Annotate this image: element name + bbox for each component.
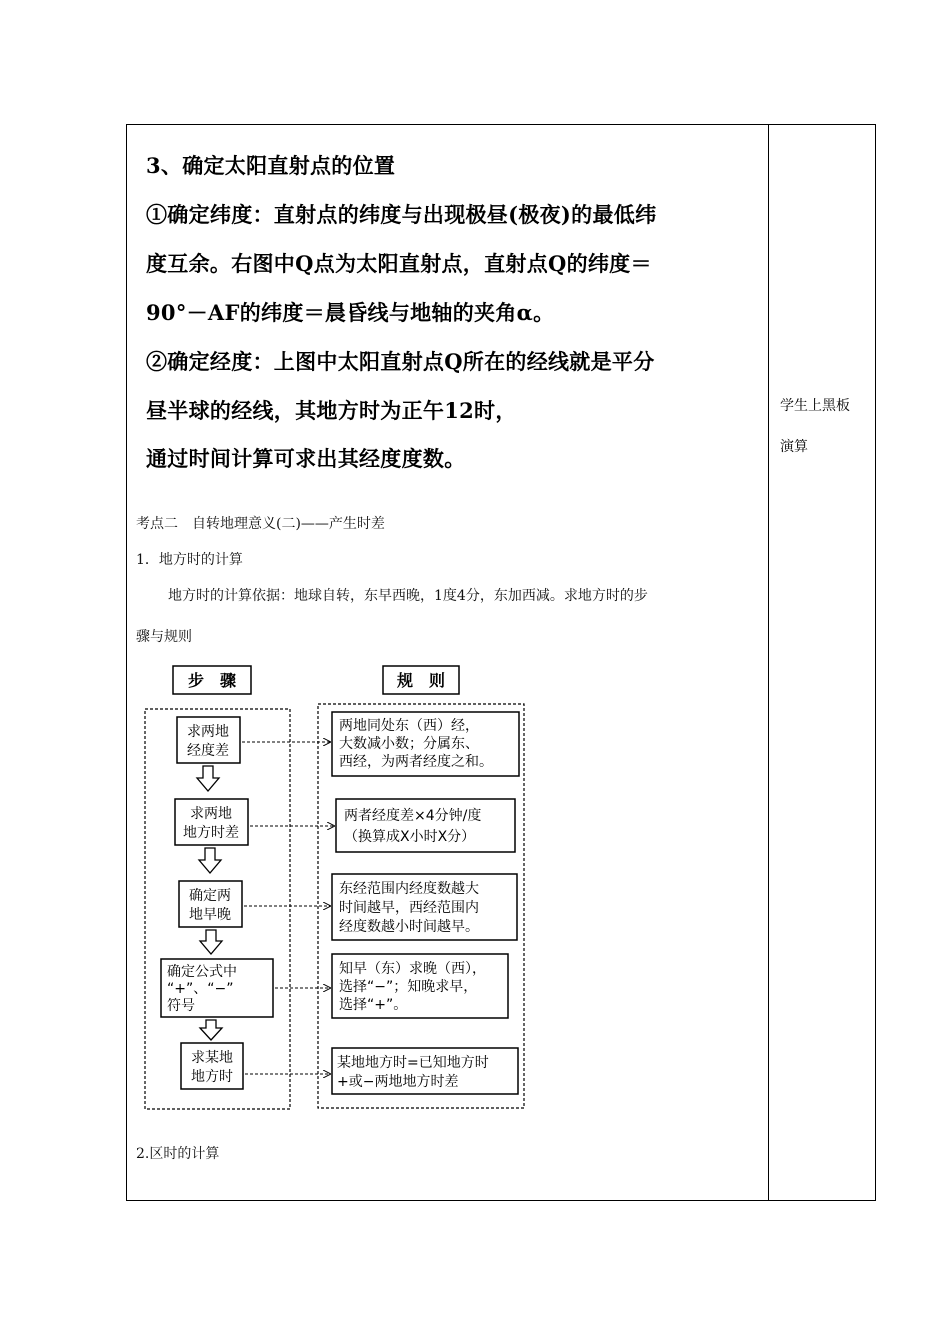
step-4-line-3: 符号: [167, 998, 195, 1014]
rules-header: 规 则: [396, 671, 446, 690]
step-3-line-2: 地早晚: [189, 907, 231, 923]
paragraph-line-2: 骤与规则: [136, 629, 192, 645]
step-3-line-1: 确定两: [189, 888, 231, 904]
step-2-line-2: 地方时差: [183, 825, 239, 841]
subheading-zone-time: 2.区时的计算: [136, 1146, 220, 1162]
rule-2-line-1: 两者经度差×4分钟/度: [344, 808, 482, 824]
rule-1-line-3: 西经，为两者经度之和。: [339, 754, 493, 770]
down-arrow-icon: [200, 930, 222, 954]
down-arrow-icon: [200, 1020, 222, 1040]
subheading-local-time: 1．地方时的计算: [136, 552, 243, 568]
longitude-line-3: 通过时间计算可求出其经度度数。: [146, 446, 466, 471]
longitude-line-1: ②确定经度：上图中太阳直射点Q所在的经线就是平分: [146, 349, 655, 374]
side-note-line-2: 演算: [780, 439, 808, 455]
down-arrow-icon: [197, 766, 219, 791]
paragraph-line-1: 地方时的计算依据：地球自转，东早西晚，1度4分，东加西减。求地方时的步: [168, 588, 648, 604]
rule-3-line-1: 东经范围内经度数越大: [339, 881, 479, 897]
latitude-line-1: ①确定纬度：直射点的纬度与出现极昼(极夜)的最低纬: [146, 202, 657, 227]
down-arrow-icon: [199, 848, 221, 873]
kaodian-heading: 考点二 自转地理意义(二)——产生时差: [136, 516, 385, 532]
rule-3-line-3: 经度数越小时间越早。: [339, 919, 479, 935]
section-title: 3、确定太阳直射点的位置: [146, 153, 396, 178]
rule-1-line-1: 两地同处东（西）经，: [339, 718, 479, 734]
step-1-line-1: 求两地: [187, 724, 229, 740]
side-note-line-1: 学生上黑板: [780, 398, 850, 414]
step-1-line-2: 经度差: [187, 743, 229, 759]
rule-4-line-1: 知早（东）求晚（西），: [339, 961, 486, 977]
rule-3-line-2: 时间越早，西经范围内: [339, 900, 479, 916]
rule-5-line-1: 某地地方时=已知地方时: [337, 1055, 489, 1071]
rule-4-line-3: 选择“+”。: [339, 997, 408, 1013]
step-5-line-1: 求某地: [191, 1050, 233, 1066]
rule-1-line-2: 大数减小数；分属东、: [339, 736, 479, 752]
step-5-line-2: 地方时: [191, 1069, 233, 1085]
rule-2-line-2: （换算成X小时X分）: [344, 829, 476, 845]
latitude-line-3: 90°－AF的纬度＝晨昏线与地轴的夹角α。: [146, 300, 555, 325]
steps-header: 步 骤: [187, 671, 237, 690]
latitude-line-2: 度互余。右图中Q点为太阳直射点，直射点Q的纬度＝: [146, 251, 652, 276]
rule-4-line-2: 选择“−”；知晚求早，: [339, 979, 478, 995]
flowchart-svg: [140, 660, 530, 1115]
longitude-line-2: 昼半球的经线，其地方时为正午12时，: [146, 398, 517, 423]
step-4-line-2: “+”、“−”: [167, 981, 234, 997]
column-divider: [768, 124, 769, 1201]
step-4-line-1: 确定公式中: [167, 964, 237, 980]
step-2-line-1: 求两地: [190, 806, 232, 822]
flowchart: [140, 660, 530, 1115]
rule-5-line-2: +或−两地地方时差: [337, 1074, 459, 1090]
